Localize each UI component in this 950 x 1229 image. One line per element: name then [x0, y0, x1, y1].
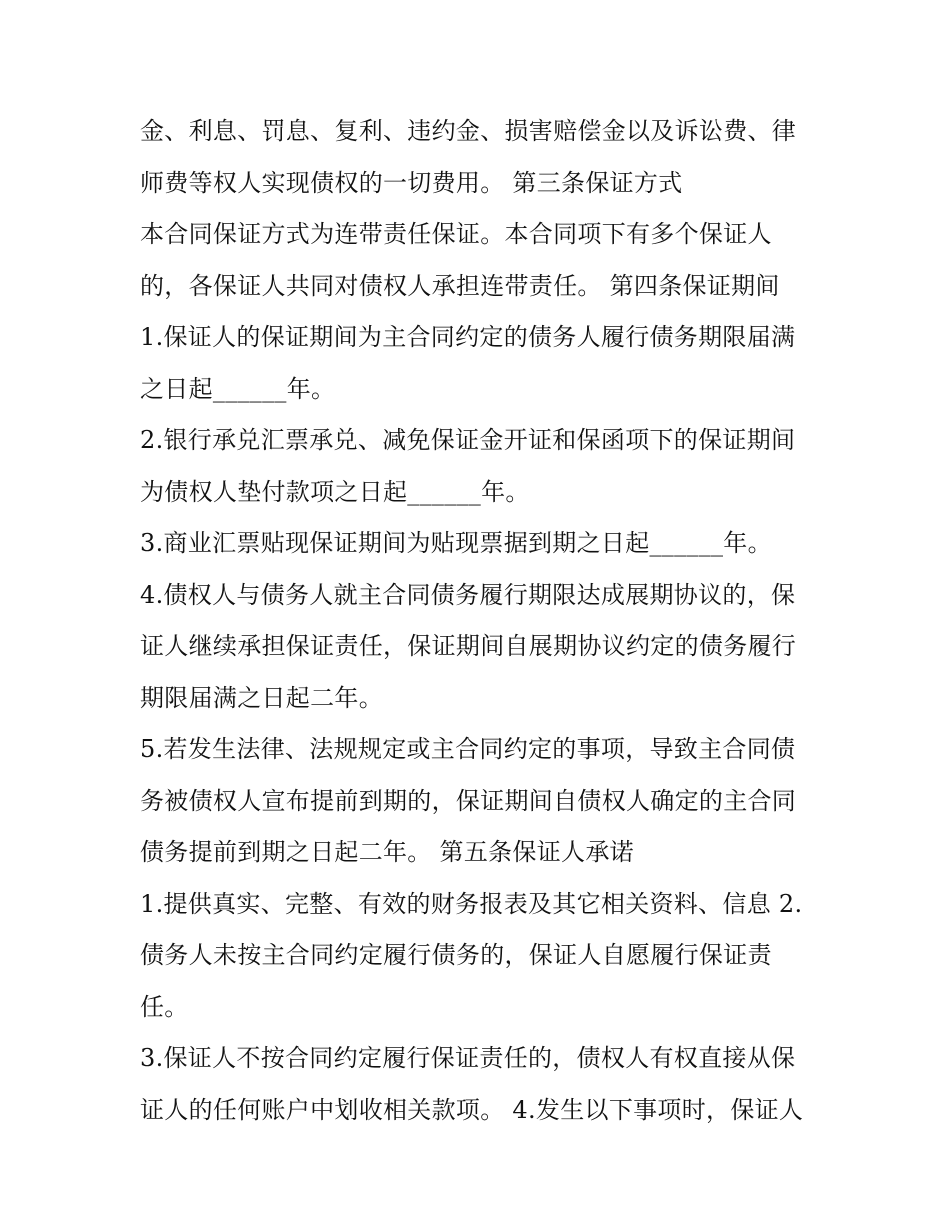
text-line: 金、利息、罚息、复利、违约金、损害赔偿金以及诉讼费、律 [140, 117, 797, 145]
text-line: 1.保证人的保证期间为主合同约定的债务人履行债务期限届满 [140, 323, 796, 351]
text-line: 债务提前到期之日起二年。 第五条保证人承诺 [140, 838, 634, 866]
text-line: 为债权人垫付款项之日起______年。 [140, 477, 530, 506]
text-line: 证人的任何账户中划收相关款项。 4.发生以下事项时，保证人 [140, 1095, 804, 1124]
text-line: 师费等权人实现债权的一切费用。 第三条保证方式 [140, 168, 683, 197]
text-line: 本合同保证方式为连带责任保证。本合同项下有多个保证人 [140, 220, 772, 248]
text-line: 的，各保证人共同对债权人承担连带责任。 第四条保证期间 [140, 271, 780, 300]
text-line: 期限届满之日起二年。 [140, 683, 383, 712]
text-line: 5.若发生法律、法规规定或主合同约定的事项，导致主合同债 [140, 735, 796, 763]
text-line: 任。 [140, 992, 189, 1021]
text-line: 3.保证人不按合同约定履行保证责任的，债权人有权直接从保 [140, 1044, 796, 1072]
document-body [140, 106, 820, 1136]
text-line: 3.商业汇票贴现保证期间为贴现票据到期之日起______年。 [140, 529, 772, 557]
text-line: 4.债权人与债务人就主合同债务履行期限达成展期协议的，保 [140, 580, 796, 609]
text-line: 务被债权人宣布提前到期的，保证期间自债权人确定的主合同 [140, 786, 797, 815]
text-line: 债务人未按主合同约定履行债务的，保证人自愿履行保证责 [140, 941, 772, 969]
text-line: 1.提供真实、完整、有效的财务报表及其它相关资料、信息 2. [140, 889, 803, 918]
text-line: 证人继续承担保证责任，保证期间自展期协议约定的债务履行 [140, 632, 797, 660]
text-line: 之日起______年。 [140, 374, 336, 403]
text-line: 2.银行承兑汇票承兑、减免保证金开证和保函项下的保证期间 [140, 426, 796, 454]
